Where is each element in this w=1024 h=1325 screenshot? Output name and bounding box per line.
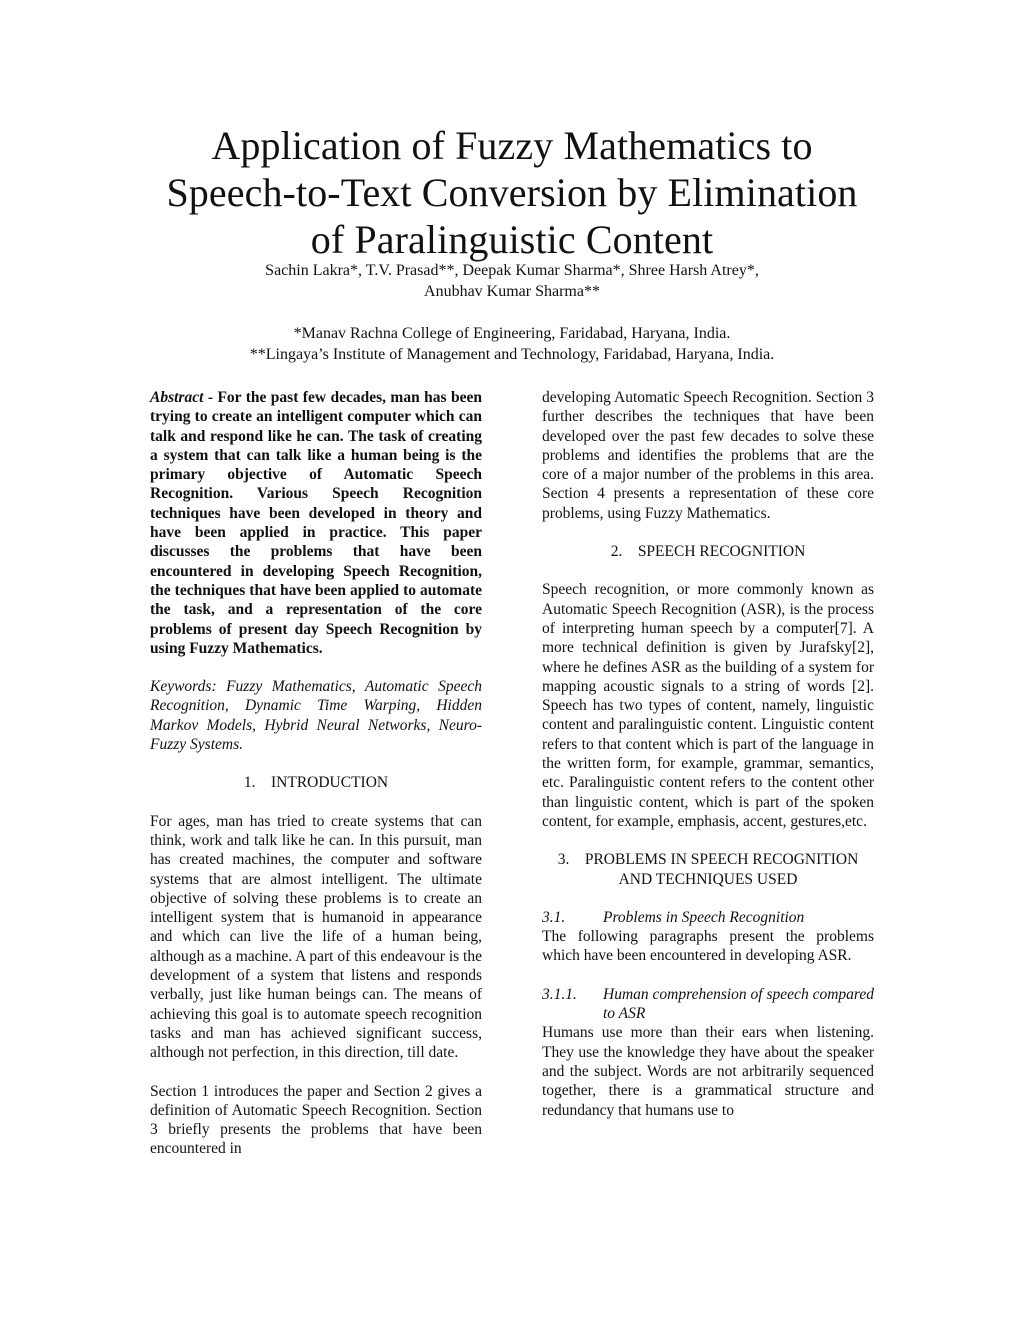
abstract-label: Abstract bbox=[150, 389, 204, 406]
affiliations bbox=[100, 323, 924, 365]
author-list bbox=[100, 260, 924, 302]
subsection-3-1-1-paragraph: Humans use more than their ears when listening. They use the knowledge they have about the speaker and the subject. Words are not arbitrarily sequenced together, there is a grammatical structure and redundancy that humans use to bbox=[542, 1024, 874, 1119]
section-3-heading-line-2: AND TECHNIQUES USED bbox=[618, 870, 798, 888]
section-3-heading bbox=[542, 850, 874, 889]
title-line-1: Application of Fuzzy Mathematics to bbox=[211, 123, 813, 168]
subsection-3-1-paragraph: The following paragraphs present the problems which have been encountered in developing ASR. bbox=[542, 928, 874, 965]
right-column bbox=[542, 388, 874, 1120]
section-1-heading: 1. INTRODUCTION bbox=[243, 774, 389, 792]
speech-recognition-paragraph: Speech recognition, or more commonly known as Automatic Speech Recognition (ASR), is the process of interpreting human speech by a computer[7]. A more technical definition is given by Jurafsky[2], where he defines ASR as the building of a system for mapping acoustic signals to a string of words [2]. Speech has two types of content, namely, linguistic content and paralinguistic content. Linguistic content refers to that content which is part of the language in the written form, for example, grammar, semantics, etc. Paralinguistic content refers to the content other than linguistic content, which is part of the spoken content, for example, emphasis, accent, gestures,etc. bbox=[542, 581, 874, 830]
intro-paragraph-2: Section 1 introduces the paper and Section 2 gives a definition of Automatic Speech Recognition. Section 3 briefly presents the problems that have been encountered in bbox=[150, 1082, 482, 1158]
abstract bbox=[150, 388, 482, 658]
authors-line-2: Anubhav Kumar Sharma** bbox=[424, 283, 600, 300]
affiliation-1: *Manav Rachna College of Engineering, Faridabad, Haryana, India. bbox=[293, 325, 731, 342]
intro-paragraph-2-continued: developing Automatic Speech Recognition. Section 3 further describes the techniques that have been developed over the past few decades to solve these problems and identifies the problems that are the core of a major number of the problems in this area. Section 4 presents a representation of these core problems, using Fuzzy Mathematics. bbox=[542, 389, 874, 522]
subsection-3-1-number: 3.1. bbox=[542, 908, 566, 926]
abstract-text: - For the past few decades, man has been trying to create an intelligent computer which can talk and respond like he can. The task of creating a system that can talk like a human being is the primary objective of Automatic Speech Recognition. Various Speech Recognition techniques have been developed in theory and have been applied in practice. This paper discusses the problems that have been encountered in developing Speech Recognition, the techniques that have been applied to automate the task, and a representation of the core problems of present day Speech Recognition by using Fuzzy Mathematics. bbox=[150, 389, 482, 657]
subsection-3-1-title: Problems in Speech Recognition bbox=[603, 908, 805, 926]
title-line-2: Speech-to-Text Conversion by Elimination bbox=[166, 170, 858, 215]
keywords bbox=[150, 677, 482, 754]
subsection-3-1-1-title: Human comprehension of speech compared to ASR bbox=[603, 985, 874, 1023]
title-line-3: of Paralinguistic Content bbox=[310, 217, 714, 262]
paper-title bbox=[100, 122, 924, 263]
section-2-heading: 2. SPEECH RECOGNITION bbox=[610, 543, 806, 561]
subsection-3-1-heading bbox=[542, 908, 874, 927]
affiliation-2: **Lingaya’s Institute of Management and Technology, Faridabad, Haryana, India. bbox=[249, 346, 775, 363]
authors-line-1: Sachin Lakra*, T.V. Prasad**, Deepak Kumar Sharma*, Shree Harsh Atrey*, bbox=[265, 262, 759, 279]
left-column bbox=[150, 388, 482, 1159]
intro-paragraph-1: For ages, man has tried to create systems that can think, work and talk like he can. In this pursuit, man has created machines, the computer and software systems that are almost intelligent. The ultimate objective of solving these problems is to create an intelligent system that is humanoid in appearance and which can live the life of a human being, although as a machine. A part of this endeavour is the development of a system that listens and responds verbally, just like human beings can. The means of achieving this goal is to automate speech recognition tasks and man has achieved significant success, although not perfection, in this direction, till date. bbox=[150, 812, 482, 1062]
subsection-3-1-1-heading bbox=[542, 985, 874, 1024]
subsection-3-1-1-number: 3.1.1. bbox=[542, 985, 577, 1003]
keywords-label: Keywords bbox=[150, 678, 212, 696]
section-3-heading-line-1: 3. PROBLEMS IN SPEECH RECOGNITION bbox=[557, 851, 859, 869]
keywords-text: : Fuzzy Mathematics, Automatic Speech Recognition, Dynamic Time Warping, Hidden Markov Models, Hybrid Neural Networks, Neuro-Fuzzy Systems. bbox=[150, 678, 482, 754]
